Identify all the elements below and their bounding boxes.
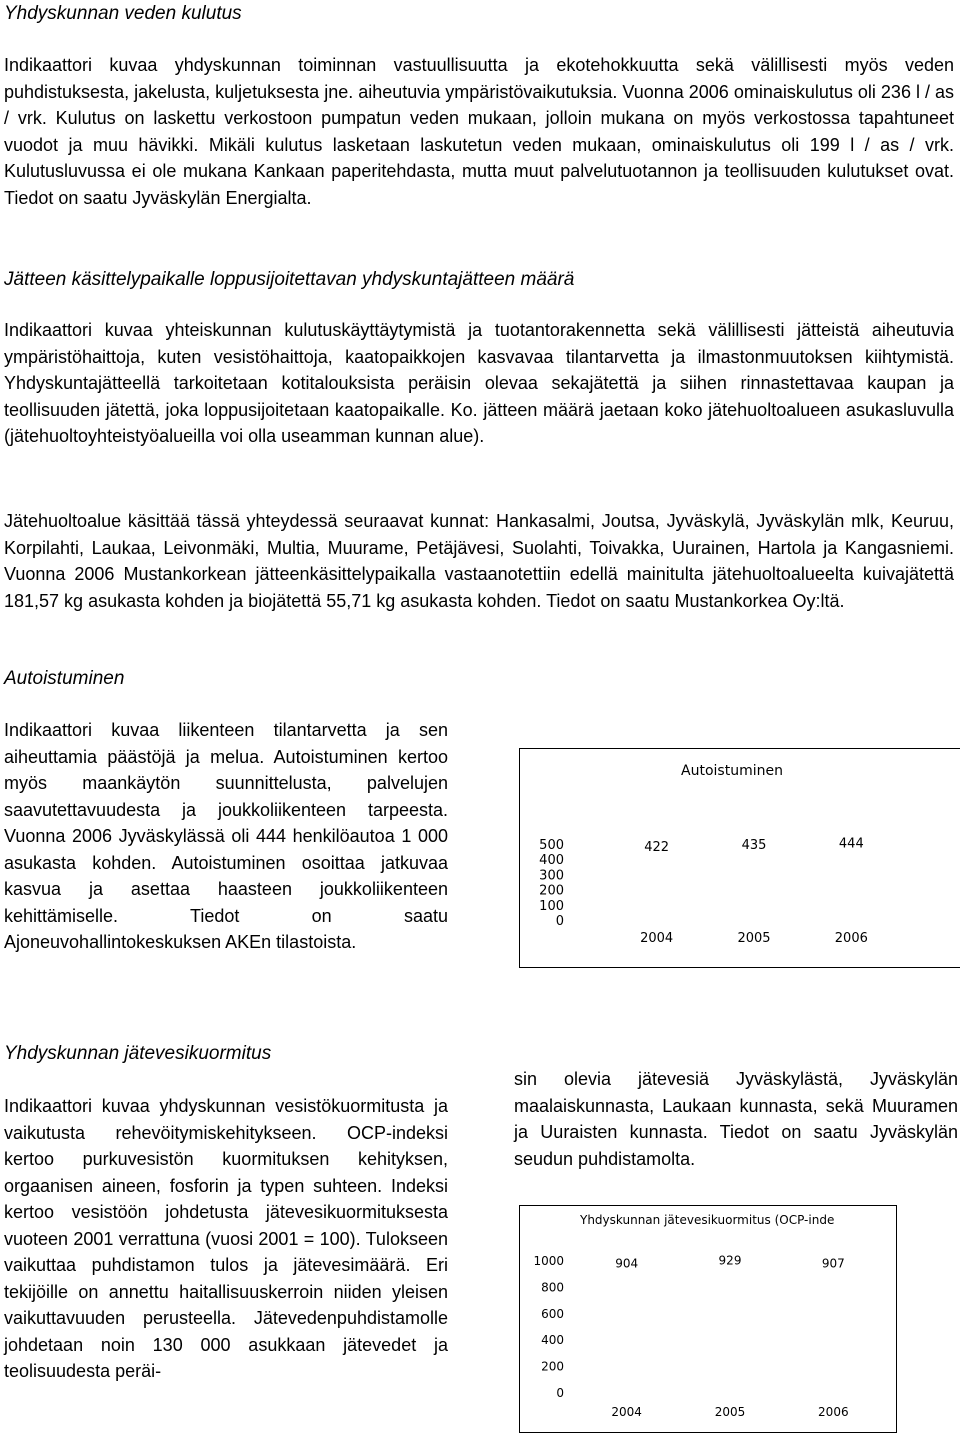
bar-2006 (803, 1273, 863, 1393)
waste-heading: Jätteen käsittelypaikalle loppusijoitettavan yhdyskuntajätteen määrä (4, 269, 575, 290)
cars-chart (519, 748, 960, 968)
y-tick-label: 400 (541, 1333, 564, 1348)
y-tick-label: 200 (541, 1359, 564, 1374)
y-tick-label: 200 (539, 883, 564, 899)
water-heading: Yhdyskunnan veden kulutus (4, 3, 242, 24)
wastewater-chart (519, 1205, 897, 1433)
x-tick-label: 2004 (640, 931, 674, 946)
y-tick-label: 0 (556, 1386, 564, 1400)
bar-2004 (597, 1274, 657, 1393)
wastewater-chart-title: Yhdyskunnan jätevesikuormitus (OCP-inde (580, 1213, 835, 1227)
data-label: 929 (718, 1253, 742, 1268)
y-tick-label: 300 (539, 868, 564, 884)
y-tick-label: 0 (555, 914, 564, 929)
bar-2004 (627, 857, 687, 921)
data-label: 422 (644, 839, 670, 855)
data-label: 444 (838, 836, 864, 852)
wastewater-paragraph-left: Indikaattori kuvaa yhdyskunnan vesistökuormitusta ja vaikutusta rehevöitymiskehitykseen. OCP-indeksi kertoo purkuvesistön kuormituksen kehityksen, orgaanisen aineen, fosforin ja typen suhteen. Indeksi kertoo vesistöön johdetusta jätevesikuormituksesta vuoteen 2001 verrattuna (vuosi 2001 = 100). Tulokseen vaikuttaa puhdistamon tulos ja jätevesimäärä. Eri tekijöille on annettu haitallisuuskerroin niiden yleisen vaikuttavuuden perusteella. Jätevedenpuhdistamolle johdetaan noin 130 000 asukkaan jätevedet ja teolisuudesta peräi- (4, 1096, 448, 1381)
y-tick-label: 800 (541, 1280, 564, 1295)
water-paragraph: Indikaattori kuvaa yhdyskunnan toiminnan vastuullisuutta ja ekotehokkuutta sekä välillisesti myös veden puhdistuksesta, jakelusta, kuljetuksesta jne. aiheutuvia ympäristövaikutuksia. Vuonna 2006 ominaiskulutus oli 236 l / as / vrk. Kulutus on laskettu verkostoon pumpatun veden mukaan, jolloin mukana on myös verkostossa tapahtuneet vuodot ja muu hävikki. Mikäli kulutus lasketaan laskutetun veden mukaan, ominaiskulutus oli 199 l / as / vrk. Kulutusluvussa ei ole mukana Kankaan paperitehdasta, mutta muut palvelutuotannon ja teollisuuden kulutukset ovat. Tiedot on saatu Jyväskylän Energialta. (4, 55, 954, 208)
y-tick-label: 1000 (533, 1254, 564, 1268)
y-tick-label: 100 (539, 898, 564, 914)
bar-2006 (821, 854, 881, 921)
waste-paragraph-1: Indikaattori kuvaa yhteiskunnan kulutuskäyttäytymistä ja tuotantorakennetta sekä välillisesti jätteistä aiheutuvia ympäristöhaittoja, kuten vesistöhaittoja, kaatopaikkojen kasvavaa tilantarvetta ja ilmastonmuutoksen kiihtymistä. Yhdyskuntajätteellä tarkoitetaan kotitalouksista peräisin olevaa sekajätettä ja siihen rinnastettavaa kaupan ja teollisuuden jätettä, joka loppusijoitetaan kaatopaikalle. Ko. jätteen määrä jaetaan koko jätehuoltoalueen asukasluvulla (jätehuoltoyhteistyöalueilla voi olla useamman kunnan alue). (4, 320, 954, 446)
x-tick-label: 2004 (611, 1405, 642, 1419)
cars-paragraph: Indikaattori kuvaa liikenteen tilantarvetta ja sen aiheuttamia päästöjä ja melua. Autoistuminen kertoo myös maankäytön suunnittelusta, palvelujen saavutettavuudesta ja joukkoliikenteen tarpeesta. Vuonna 2006 Jyväskylässä oli 444 henkilöautoa 1 000 asukasta kohden. Autoistuminen osoittaa jatkuvaa kasvua ja asettaa haasteen joukkoliikenteen kehittämiselle. Tiedot on saatu Ajoneuvohallintokeskuksen AKEn tilastoista. (4, 720, 448, 952)
waste-paragraph-2: Jätehuoltoalue käsittää tässä yhteydessä seuraavat kunnat: Hankasalmi, Joutsa, Jyväskylä, Jyväskylän mlk, Keuruu, Korpilahti, Laukaa, Leivonmäki, Multia, Muurame, Petäjävesi, Suolahti, Toivakka, Uurainen, Hartola ja Kangasniemi. Vuonna 2006 Mustankorkean jätteenkäsittelypaikalla vastaanotettiin edellä mainitulta jätehuoltoalueelta kuivajätettä 181,57 kg asukasta kohden ja biojätettä 55,71 kg asukasta kohden. Tiedot on saatu Mustankorkea Oy:ltä. (4, 511, 954, 611)
cars-chart-title: Autoistuminen (681, 763, 783, 779)
bar-2005 (700, 1270, 760, 1393)
x-tick-label: 2005 (737, 931, 771, 946)
data-label: 904 (615, 1256, 639, 1271)
bar-2005 (724, 855, 784, 921)
cars-chart-svg (520, 749, 960, 967)
x-tick-label: 2005 (714, 1405, 746, 1419)
wastewater-paragraph-right: sin olevia jätevesiä Jyväskylästä, Jyväskylän maalaiskunnasta, Laukaan kunnasta, sekä Muuramen ja Uuraisten kunnasta. Tiedot on saatu Jyväskylän seudun puhdistamolta. (514, 1069, 958, 1169)
data-label: 435 (741, 837, 767, 853)
y-tick-label: 400 (539, 853, 564, 869)
x-tick-label: 2006 (818, 1405, 849, 1419)
x-tick-label: 2006 (834, 931, 868, 946)
y-tick-label: 500 (539, 838, 564, 853)
wastewater-heading: Yhdyskunnan jätevesikuormitus (4, 1043, 272, 1064)
y-tick-label: 600 (541, 1306, 564, 1321)
data-label: 907 (821, 1256, 845, 1271)
cars-heading: Autoistuminen (4, 668, 125, 689)
wastewater-chart-svg (520, 1206, 896, 1432)
